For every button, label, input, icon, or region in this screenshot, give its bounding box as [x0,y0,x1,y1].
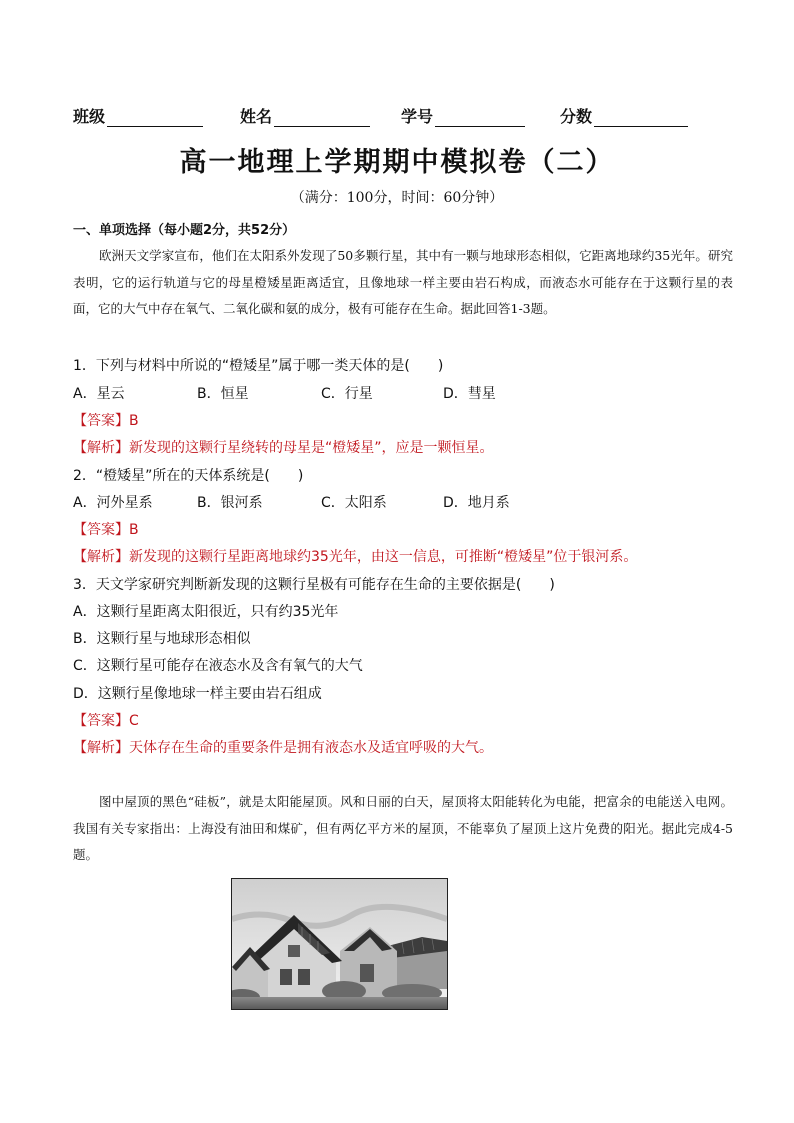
question-1-stem: 1．下列与材料中所说的“橙矮星”属于哪一类天体的是( ) [73,358,444,374]
q3-option-a[interactable]: A．这颗行星距离太阳很近，只有约35光年 [73,604,339,620]
analysis-label: 【解析】 [73,740,129,756]
q2-option-c[interactable]: C．太阳系 [321,495,387,511]
question-3-stem: 3．天文学家研究判断新发现的这颗行星极有可能存在生命的主要依据是( ) [73,577,555,593]
passage-2: 图中屋顶的黑色“硅板”，就是太阳能屋顶。风和日丽的白天，屋顶将太阳能转化为电能，把富余的电能送入电网。我国有关专家指出：上海没有油田和煤矿，但有两亿平方米的屋顶，不能辜负了屋顶上这片免费的阳光。据此完成4-5题。 [73,794,733,862]
q2-option-b[interactable]: B．银河系 [197,495,263,511]
answer-value: B [129,413,139,429]
passage-1: 欧洲天文学家宣布，他们在太阳系外发现了50多颗行星，其中有一颗与地球形态相似，它距离地球约35光年。研究表明，它的运行轨道与它的母星橙矮星距离适宜，且像地球一样主要由岩石构成，而液态水可能存在于这颗行星的表面，它的大气中存在氧气、二氧化碳和氨的成分，极有可能存在生命。据此回答1-3题。 [73,248,733,316]
question-3-analysis [73,737,493,757]
answer-value: C [129,713,139,729]
solar-roof-house-photo [231,878,448,1010]
analysis-text: 新发现的这颗行星绕转的母星是“橙矮星”，应是一颗恒星。 [129,440,494,456]
class-label: 班级 [73,107,106,126]
analysis-label: 【解析】 [73,549,129,565]
q3-option-c[interactable]: C．这颗行星可能存在液态水及含有氧气的大气 [73,658,363,674]
name-field [240,104,370,127]
question-1-analysis [73,437,494,457]
q1-option-c[interactable]: C．行星 [321,386,373,402]
q1-option-b[interactable]: B．恒星 [197,386,249,402]
house-illustration [232,879,447,1009]
answer-label: 【答案】 [73,413,129,429]
class-blank[interactable] [107,109,203,127]
score-blank[interactable] [594,109,688,127]
name-label: 姓名 [240,107,273,126]
q2-option-a[interactable]: A．河外星系 [73,495,153,511]
class-field [73,104,203,127]
q1-option-a[interactable]: A．星云 [73,386,125,402]
question-2-stem: 2．“橙矮星”所在的天体系统是( ) [73,468,304,484]
question-1-answer [73,410,139,430]
name-blank[interactable] [274,109,370,127]
answer-label: 【答案】 [73,522,129,538]
q3-option-d[interactable]: D．这颗行星像地球一样主要由岩石组成 [73,686,322,702]
id-field [401,104,525,127]
score-field [560,104,688,127]
student-info-line [73,104,713,130]
question-2-analysis [73,546,637,566]
q3-option-b[interactable]: B．这颗行星与地球形态相似 [73,631,251,647]
question-1-options [73,383,713,403]
answer-value: B [129,522,139,538]
question-2-answer [73,519,139,539]
analysis-text: 新发现的这颗行星距离地球约35光年，由这一信息，可推断“橙矮星”位于银河系。 [129,549,638,565]
q2-option-d[interactable]: D．地月系 [443,495,510,511]
section-heading: 一、单项选择（每小题2分，共52分） [73,223,296,238]
id-blank[interactable] [435,109,525,127]
score-label: 分数 [560,107,593,126]
q1-option-d[interactable]: D．彗星 [443,386,496,402]
exam-subtitle: （满分：100分，时间：60分钟） [290,190,504,206]
analysis-label: 【解析】 [73,440,129,456]
question-2-options [73,492,713,512]
analysis-text: 天体存在生命的重要条件是拥有液态水及适宜呼吸的大气。 [129,740,493,756]
id-label: 学号 [401,107,434,126]
question-3-answer [73,710,139,730]
answer-label: 【答案】 [73,713,129,729]
exam-title: 高一地理上学期期中模拟卷（二） [179,147,615,178]
